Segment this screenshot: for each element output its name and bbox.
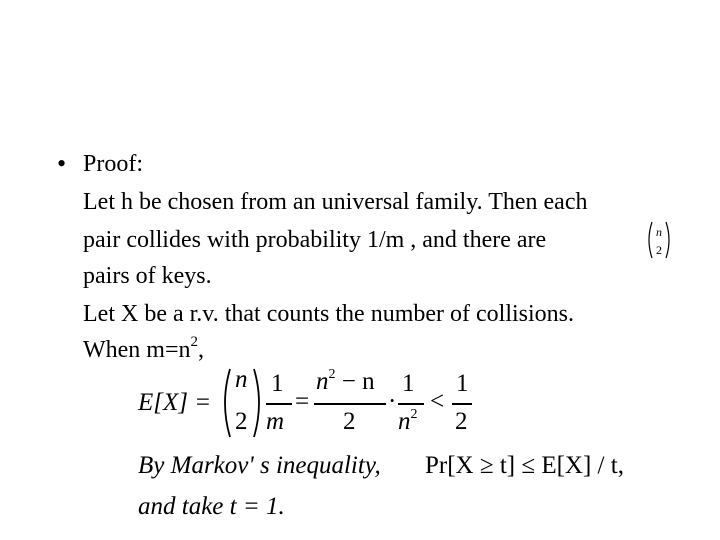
take-t-text: and take t = 1. bbox=[138, 493, 285, 520]
text-line-2: pair collides with probability 1/m , and there are bbox=[83, 227, 547, 253]
frac3-bar bbox=[398, 403, 424, 405]
binom-small-bottom: 2 bbox=[656, 243, 662, 257]
frac4-denominator: 2 bbox=[455, 408, 468, 435]
text-line-5: When $m=n^2$, bbox=[83, 334, 205, 363]
frac2-denominator: 2 bbox=[343, 408, 356, 435]
frac3-numerator: 1 bbox=[402, 370, 415, 397]
eq-lhs: E[X] = bbox=[138, 389, 212, 416]
text-line-1: Let h be chosen from an universal family. Then each bbox=[83, 189, 588, 215]
text-line-3: pairs of keys. bbox=[83, 263, 212, 289]
markov-text: By Markov' s inequality, bbox=[138, 452, 381, 479]
binom-bottom: 2 bbox=[235, 408, 248, 435]
frac2-numerator: $n^2 - n$ bbox=[316, 366, 375, 395]
multiply-dot: · bbox=[388, 388, 397, 415]
frac3-denominator: $n^2$ bbox=[398, 406, 418, 435]
frac1-bar bbox=[266, 403, 292, 405]
frac1-denominator: m bbox=[266, 408, 285, 435]
bullet-marker: • bbox=[57, 149, 67, 178]
proof-heading: Proof: bbox=[83, 151, 143, 177]
frac2-bar bbox=[314, 403, 386, 405]
binom-small-top: n bbox=[656, 225, 662, 239]
less-than-sign: < bbox=[430, 388, 445, 415]
frac4-bar bbox=[452, 403, 472, 405]
equals-sign: = bbox=[295, 388, 310, 415]
markov-formula: Pr[X ≥ t] ≤ E[X] / t, bbox=[425, 452, 624, 479]
frac4-numerator: 1 bbox=[456, 370, 469, 397]
text-line-4: Let X be a r.v. that counts the number of collisions. bbox=[83, 301, 575, 327]
binom-top: n bbox=[235, 366, 248, 393]
frac1-numerator: 1 bbox=[271, 370, 284, 397]
